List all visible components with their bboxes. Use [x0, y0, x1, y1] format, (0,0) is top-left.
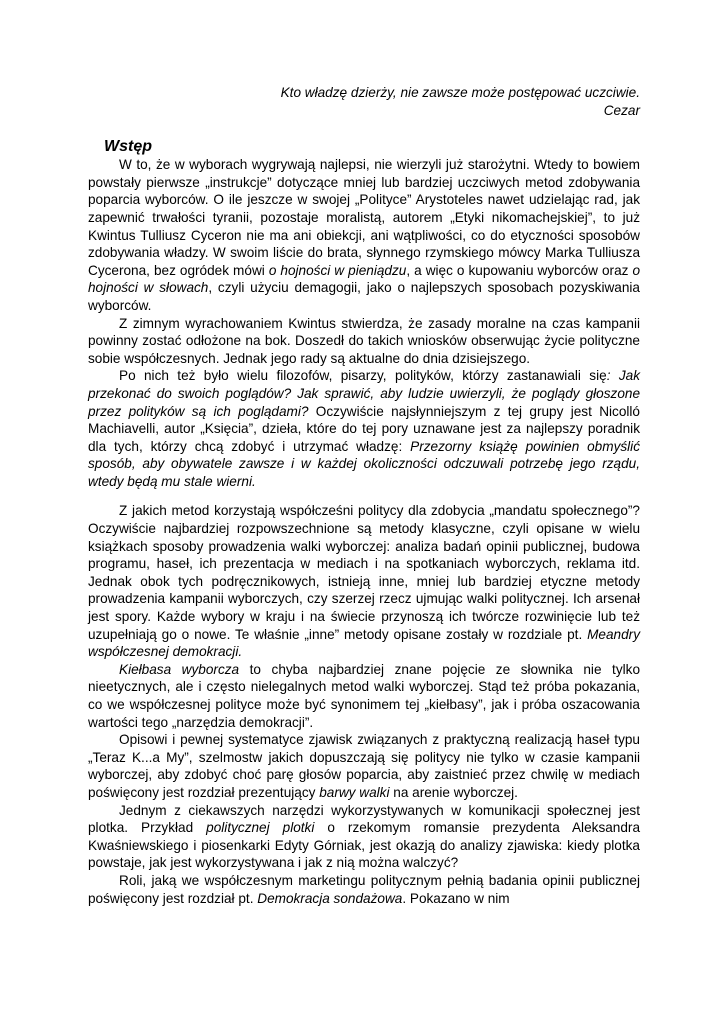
paragraph-4: Z jakich metod korzystają współcześni politycy dla zdobycia „mandatu społecznego”? Oczywiście najbardziej rozpowszechnione są metody klasyczne, czyli opisane w wielu książkach sposoby prowadzenia walki wyborczej: analiza badań opinii publicznej, budowa programu, haseł, ich prezentacja w mediach i na spotkaniach wyborczych, reklama itd. Jednak obok tych podręcznikowych, istnieją inne, mniej lub bardziej etyczne metody prowadzenia kampanii wyborczych, czy szerzej rzecz ujmując walki politycznej. Ich arsenał jest spory. Każde wybory w kraju i na świecie przynoszą ich twórcze rozwinięcie lub też uzupełniają go o nowe. Te właśnie „inne” metody opisane zostały w rozdziale pt. Meandry współczesnej demokracji.: [88, 503, 640, 660]
paragraph-8: Roli, jaką we współczesnym marketingu politycznym pełnią badania opinii publicznej poświęcony jest rozdział pt. Demokracja sondażowa. Pokazano w nim: [88, 872, 640, 906]
paragraph-1: W to, że w wyborach wygrywają najlepsi, nie wierzyli już starożytni. Wtedy to bowiem powstały pierwsze „instrukcje” dotyczące mniej lub bardziej uczciwych metod zdobywania poparcia wyborców. O ile jeszcze w swojej „Polityce” Arystoteles nawet udzielając rad, jak zapewnić trwałości tyranii, pozostaje moralistą, autorem „Etyki nikomachejskiej”, to już Kwintus Tulliusz Cyceron nie ma ani obiekcji, ani wątpliwości, co do etyczności sposobów zdobywania władzy. W swoim liście do brata, słynnego rzymskiego mówcy Marka Tulliusza Cycerona, bez ogródek mówi o hojności w pieniądzu, a więc o kupowaniu wyborców oraz o hojności w słowach, czyli użyciu demagogii, jako o najlepszych sposobach pozyskiwania wyborców.: [88, 157, 641, 313]
section-heading: Wstęp: [104, 138, 152, 156]
paragraph-2: Z zimnym wyrachowaniem Kwintus stwierdza, że zasady moralne na czas kampanii powinny zostać odłożone na bok. Doszedł do takich wniosków obserwując życie polityczne sobie współczesnych. Jednak jego rady są aktualne do dnia dzisiejszego.: [88, 315, 640, 366]
document-page: [88, 84, 640, 907]
paragraph-5: Kiełbasa wyborcza to chyba najbardziej znane pojęcie ze słownika nie tylko nieetycznych, ale i często nielegalnych metod walki wyborczej. Stąd też próba pokazania, co we współczesnej polityce może być synonimem tej „kiełbasy”, jak i próba oszacowania wartości tego „narzędzia demokracji”.: [88, 661, 641, 730]
paragraph-6: Opisowi i pewnej systematyce zjawisk związanych z praktyczną realizacją haseł typu „Teraz K...a My”, szelmostw jakich dopuszczają się politycy nie tylko w czasie kampanii wyborczej, aby zdobyć choć parę głosów poparcia, aby zaistnieć przez chwilę w mediach poświęcony jest rozdział prezentujący barwy walki na arenie wyborczej.: [88, 732, 640, 800]
epigraph-quote: Kto władzę dzierży, nie zawsze może postępować uczciwie.: [280, 85, 640, 100]
paragraph-3: Po nich też było wielu filozofów, pisarzy, polityków, którzy zastanawiali się: Jak przekonać do swoich poglądów? Jak sprawić, aby ludzie uwierzyli, że poglądy głoszone przez polityków są ich poglądami? Oczywiście najsłynniejszym z tej grupy jest Nicolló Machiavelli, autor „Księcia”, dzieła, które do tej pory uznawane jest za najlepszy poradnik dla tych, którzy chcą zdobyć i utrzymać władzę: Przezorny książę powinien obmyślić sposób, aby obywatele zawsze i w każdej okoliczności odczuwali potrzebę jego rządu, wtedy będą mu stale wierni.: [88, 368, 640, 489]
epigraph: [88, 84, 640, 119]
epigraph-author: Cezar: [603, 102, 640, 118]
paragraph-7: Jednym z ciekawszych narzędzi wykorzystywanych w komunikacji społecznej jest plotka. Przykład politycznej plotki o rzekomym romansie prezydenta Aleksandra Kwaśniewskiego i piosenkarki Edyty Górniak, jest okazją do analizy zjawiska: kiedy plotka powstaje, jak jest wykorzystywana i jak z nią można walczyć?: [88, 802, 641, 871]
